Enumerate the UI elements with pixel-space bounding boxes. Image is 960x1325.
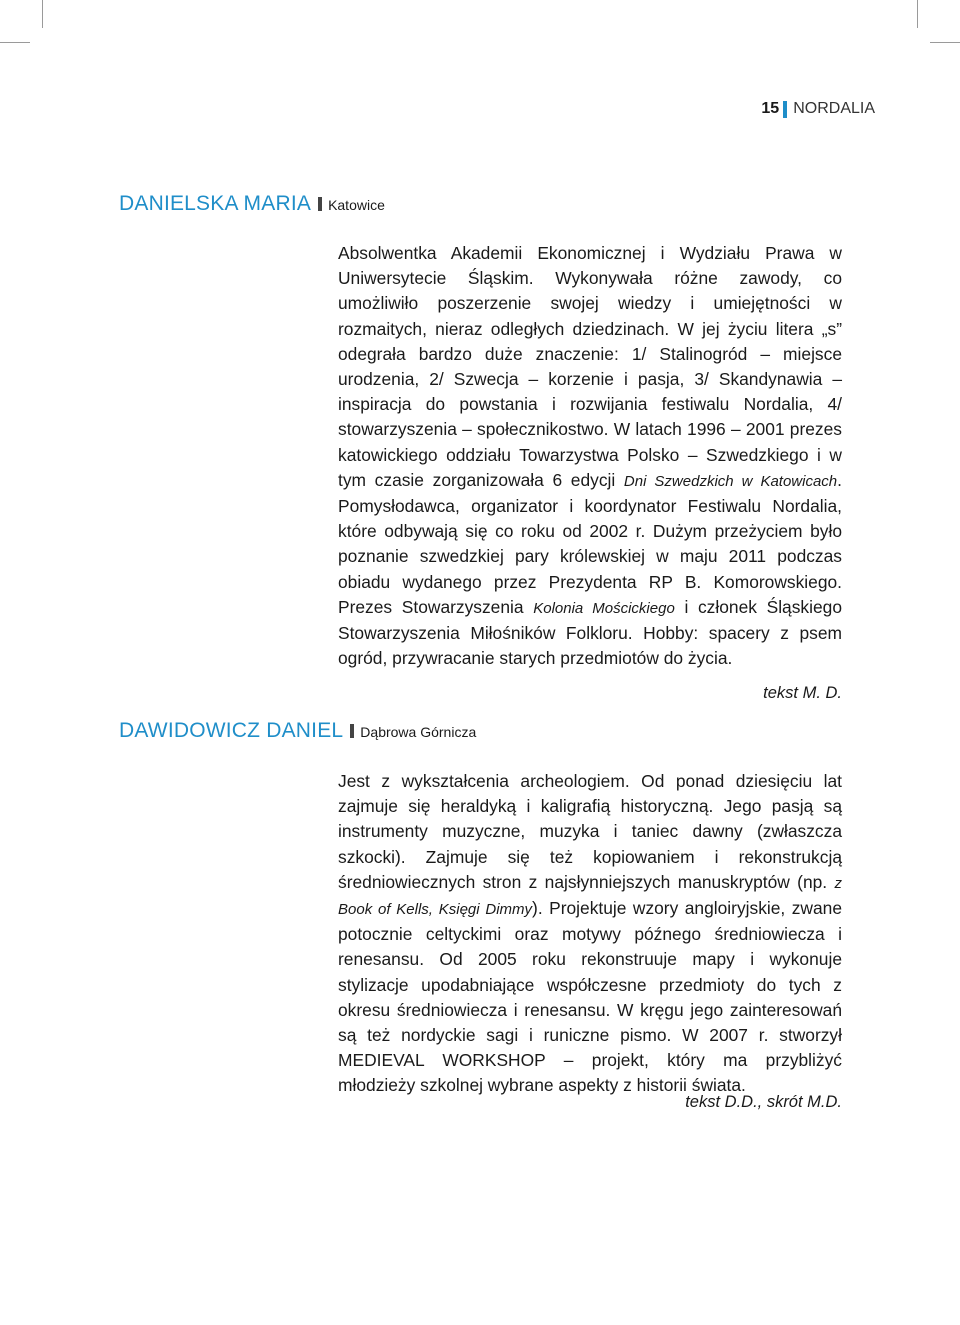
entry-heading xyxy=(119,192,385,216)
bio-text-italic: Dni Szwedzkich w Katowicach xyxy=(623,472,838,490)
publication-title: NORDALIA xyxy=(793,100,875,117)
page-header xyxy=(761,100,875,118)
crop-mark xyxy=(0,42,30,43)
bio-text: i członek Śląskiego Stowarzyszenia Miłośników Folkloru. Hobby: spacery z psem ogród, przywracanie starych przedmiotów do życia. xyxy=(338,596,842,669)
crop-mark xyxy=(917,0,918,28)
bio-paragraph xyxy=(338,769,842,1099)
entry-bio xyxy=(338,241,842,671)
bio-text-italic: z Book of Kells, Księgi Dimmy xyxy=(338,874,842,919)
entry-city: Katowice xyxy=(328,197,385,213)
entry-divider xyxy=(318,197,322,211)
bio-text-italic: Kolonia Mościckiego xyxy=(533,599,675,617)
bio-text: . Pomysłodawca, organizator i koordynator Festiwalu Nordalia, które odbywają się co roku od 2002 r. Dużym przeżyciem było poznanie szwedzkiej pary królewskiej w maju 2011 podczas obiadu wydanego przez Prezydenta RP B. Komorowskiego. Prezes Stowarzyszenia xyxy=(338,469,842,617)
header-divider xyxy=(783,101,787,118)
bio-text: Absolwentka Akademii Ekonomicznej i Wydziału Prawa w Uniwersytecie Śląskim. Wykonywała różne zawody, co umożliwiło poszerzenie swojej wiedzy i umiejętności w rozmaitych, nieraz odległych dziedzinach. W jej życiu litera „s” odegrała bardzo duże znaczenie: 1/ Stalinogród – miejsce urodzenia, 2/ Szwecja – korzenie i pasja, 3/ Skandynawia – inspiracja do powstania i rozwijania festiwalu Nordalia, 4/ stowarzyszenia – społecznikostwo. W latach 1996 – 2001 prezes katowickiego oddziału Towarzystwa Polsko – Szwedzkiego i w tym czasie zorganizowała 6 edycji xyxy=(338,243,842,490)
entry-divider xyxy=(350,724,354,738)
entry-heading xyxy=(119,719,476,743)
crop-mark xyxy=(42,0,43,28)
entry-bio xyxy=(338,769,842,1099)
bio-text: Jest z wykształcenia archeologiem. Od ponad dziesięciu lat zajmuje się heraldyką i kaligrafią historyczną. Jego pasją są instrumenty muzyczne, muzyka i taniec dawny (zwłaszcza szkocki). Zajmuje się też kopiowaniem i rekonstrukcją średniowiecznych stron z najsłynniejszych manuskryptów (np. xyxy=(338,771,842,892)
entry-city: Dąbrowa Górnicza xyxy=(360,724,477,740)
crop-mark xyxy=(930,42,960,43)
entry-name: DANIELSKA MARIA xyxy=(119,192,312,215)
bio-paragraph xyxy=(338,241,842,671)
entry-name: DAWIDOWICZ DANIEL xyxy=(119,719,344,742)
bio-text: ). Projektuje wzory angloiryjskie, zwane potocznie celtyckimi oraz motywy późnego średniowiecza i renesansu. Od 2005 roku rekonstruuje mapy i wykonuje stylizacje upodabniające współczesne przedmioty do tych z okresu średniowiecza i renesansu. W kręgu jego zainteresowań są też nordyckie sagi i runiczne pismo. W 2007 r. stworzył MEDIEVAL WORKSHOP – projekt, który ma przybliżyć młodzieży szkolnej wybrane aspekty z historii świata. xyxy=(338,898,842,1096)
page-number: 15 xyxy=(761,100,780,117)
entry-credit: tekst D.D., skrót M.D. xyxy=(685,1093,842,1111)
entry-credit: tekst M. D. xyxy=(763,684,842,702)
